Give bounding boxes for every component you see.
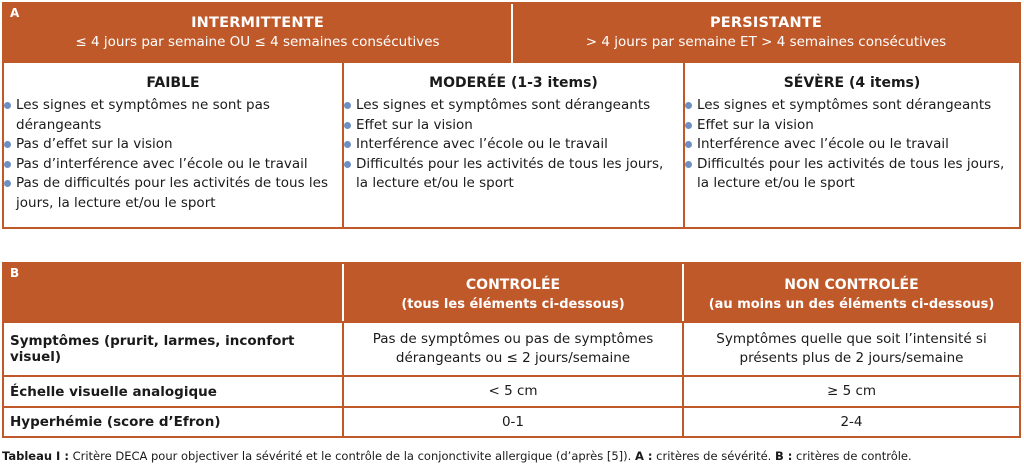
- caption-text: Critère DECA pour objectiver la sévérité et le contrôle de la conjonctivite allergique (d’après [5]).: [68, 449, 635, 463]
- list-item: Pas d’effet sur la vision: [2, 135, 336, 155]
- persistante-subtitle: > 4 jours par semaine ET > 4 semaines consécutives: [585, 34, 947, 50]
- non-controlee-subtitle: (au moins un des éléments ci-dessous): [708, 297, 995, 312]
- intermittente-subtitle: ≤ 4 jours par semaine OU ≤ 4 semaines consécutives: [75, 34, 440, 50]
- bullet-icon: [4, 180, 11, 187]
- severe-title: SÉVÈRE (4 items): [783, 75, 921, 91]
- controlee-value: Pas de symptômes ou pas de symptômes dérangeants ou ≤ 2 jours/semaine: [344, 323, 684, 375]
- caption-a-label: A :: [634, 449, 653, 463]
- caption-b-text: critères de contrôle.: [792, 449, 912, 463]
- moderee-title: MODERÉE (1-3 items): [429, 75, 598, 91]
- control-header-empty: [4, 264, 344, 321]
- moderee-cell: [344, 63, 685, 227]
- controlee-subtitle: (tous les éléments ci-dessous): [401, 297, 625, 312]
- list-item: Les signes et symptômes sont dérangeants: [683, 96, 1013, 116]
- non-controlee-value: ≥ 5 cm: [826, 383, 877, 399]
- moderee-list: [350, 96, 677, 194]
- list-item: Interférence avec l’école ou le travail: [342, 135, 677, 155]
- faible-title: FAIBLE: [146, 75, 200, 91]
- table-row: [4, 321, 1019, 375]
- controlee-value: 0-1: [344, 408, 684, 436]
- caption-prefix: Tableau I :: [2, 449, 69, 463]
- intermittente-title: INTERMITTENTE: [191, 15, 324, 31]
- control-table-header: [4, 264, 1019, 321]
- list-item: Pas d’interférence avec l’école ou le travail: [2, 155, 336, 175]
- caption-b-label: B :: [774, 449, 793, 463]
- bullet-icon: [344, 102, 351, 109]
- severity-table: [2, 2, 1021, 229]
- row-label: Hyperhémie (score d’Efron): [4, 408, 344, 436]
- table-row: [4, 406, 1019, 436]
- bullet-icon: [344, 161, 351, 168]
- list-item: Effet sur la vision: [342, 116, 677, 136]
- list-item: Difficultés pour les activités de tous les jours, la lecture et/ou le sport: [683, 155, 1013, 194]
- controlee-value: < 5 cm: [344, 377, 684, 406]
- severe-list: [691, 96, 1013, 194]
- non-controlee-title: NON CONTROLÉE: [784, 277, 919, 293]
- non-controlee-value: Symptômes quelle que soit l’intensité si présents plus de 2 jours/semaine: [716, 331, 987, 366]
- bullet-icon: [4, 102, 11, 109]
- intermittente-header: [4, 4, 513, 63]
- section-b-label: B: [10, 266, 20, 280]
- caption-a-text: critères de sévérité.: [652, 449, 775, 463]
- severity-table-body: [4, 63, 1019, 227]
- row-label: Échelle visuelle analogique: [4, 377, 344, 406]
- bullet-icon: [685, 141, 692, 148]
- bullet-icon: [344, 122, 351, 129]
- persistante-header: [513, 4, 1019, 63]
- list-item: Les signes et symptômes sont dérangeants: [342, 96, 677, 116]
- non-controlee-value: 2-4: [840, 413, 863, 430]
- table-caption: [2, 449, 912, 463]
- list-item: Interférence avec l’école ou le travail: [683, 135, 1013, 155]
- section-a-label: A: [10, 6, 20, 20]
- non-controlee-header: [684, 264, 1019, 321]
- bullet-icon: [344, 141, 351, 148]
- bullet-icon: [685, 161, 692, 168]
- bullet-icon: [4, 161, 11, 168]
- list-item: Effet sur la vision: [683, 116, 1013, 136]
- list-item: Difficultés pour les activités de tous les jours, la lecture et/ou le sport: [342, 155, 677, 194]
- controlee-title: CONTROLÉE: [465, 277, 561, 293]
- severity-table-header: [4, 4, 1019, 63]
- severe-cell: [685, 63, 1019, 227]
- faible-list: [10, 96, 336, 213]
- table-row: [4, 375, 1019, 406]
- bullet-icon: [685, 122, 692, 129]
- list-item: Pas de difficultés pour les activités de tous les jours, la lecture et/ou le sport: [2, 174, 336, 213]
- bullet-icon: [4, 141, 11, 148]
- persistante-title: PERSISTANTE: [709, 15, 823, 31]
- controlee-header: [344, 264, 684, 321]
- bullet-icon: [685, 102, 692, 109]
- list-item: Les signes et symptômes ne sont pas dérangeants: [2, 96, 336, 135]
- faible-cell: [4, 63, 344, 227]
- row-label: Symptômes (prurit, larmes, inconfort visuel): [4, 323, 344, 375]
- control-table: [2, 262, 1021, 438]
